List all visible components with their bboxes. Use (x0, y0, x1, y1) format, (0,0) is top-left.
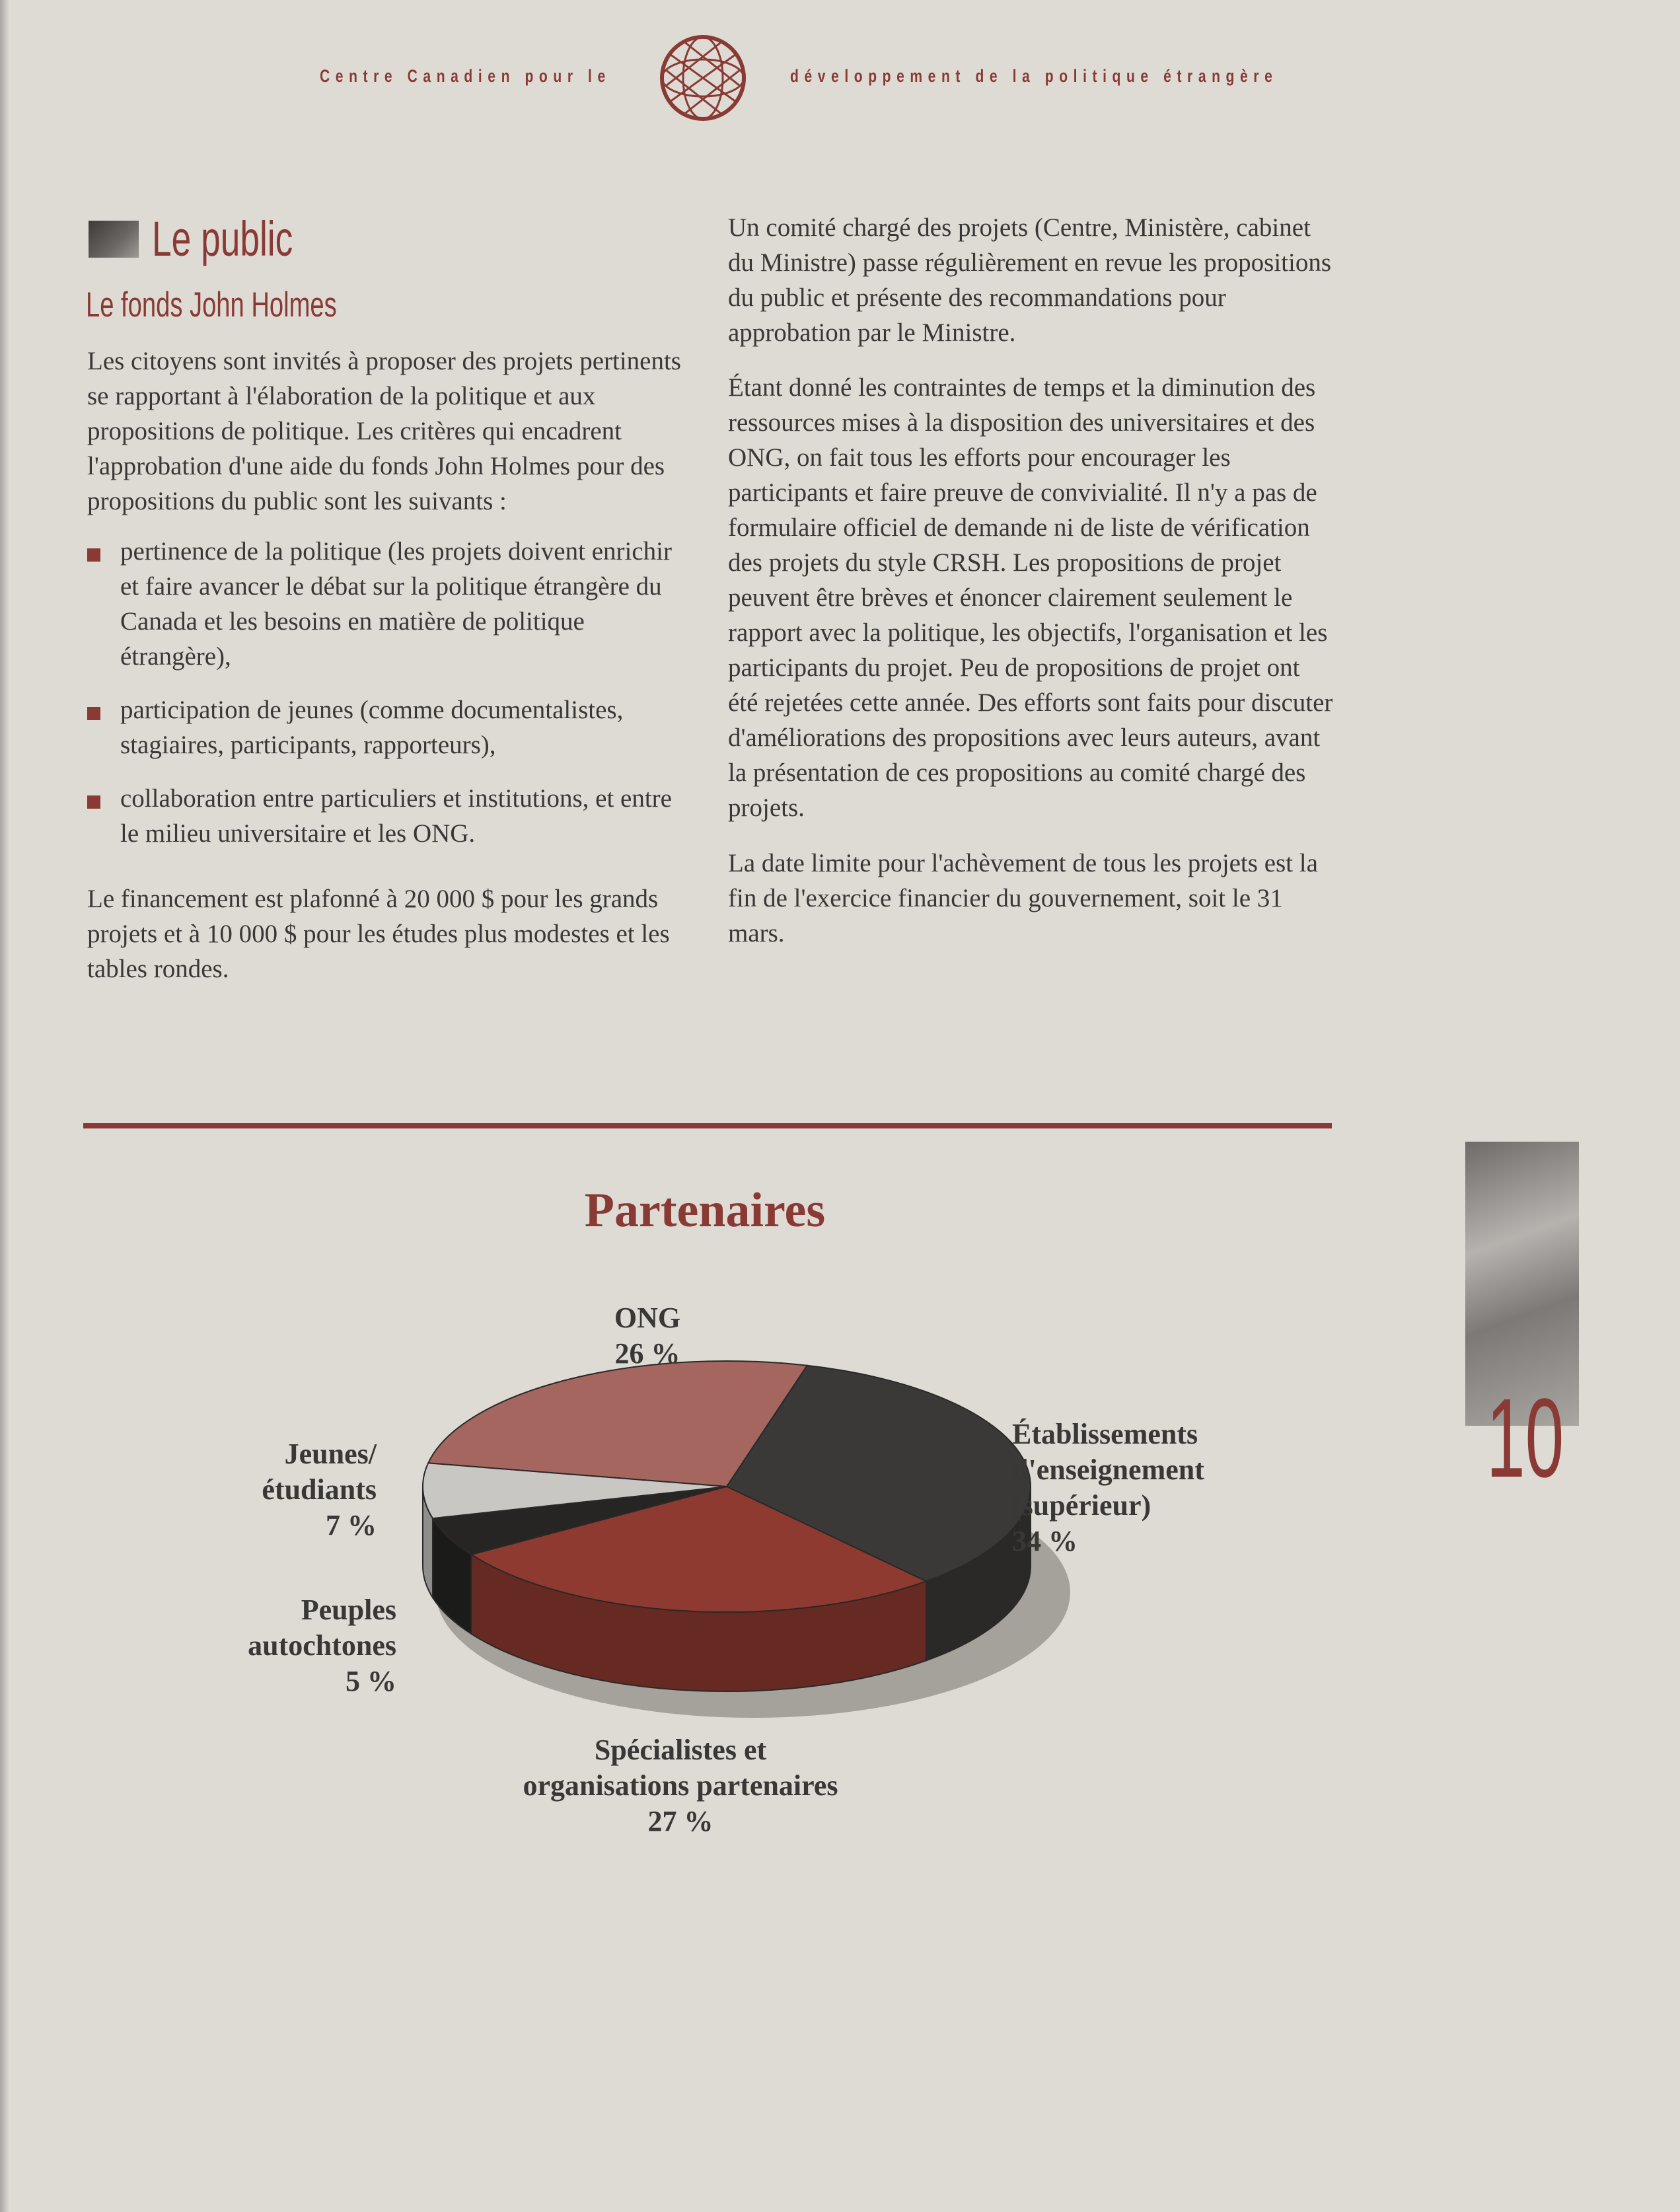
title-marker-square (89, 221, 139, 258)
list-item: participation de jeunes (comme documentalistes, stagiaires, participants, rapporteurs), (87, 692, 688, 762)
page-number: 10 (1486, 1376, 1564, 1501)
label-peuples: Peuples autochtones 5 % (248, 1594, 396, 1697)
chart-title: Partenaires (584, 1183, 826, 1237)
bullet-square-icon (87, 795, 100, 809)
criteria-list (87, 534, 688, 869)
bullet-square-icon (87, 707, 100, 720)
label-ong: ONG 26 % (614, 1302, 681, 1370)
list-item: collaboration entre particuliers et institutions, et entre le milieu universitaire et les ONG. (87, 781, 688, 851)
globe-icon (657, 32, 749, 124)
header-right-text: développement de la politique étrangère (790, 66, 1278, 86)
constraints-paragraph: Étant donné les contraintes de temps et la diminution des ressources mises à la disposition des universitaires et des ONG, on fait tous les efforts pour encourager les participants et faire preuve de convivialité. Il n'y a pas de formulaire officiel de demande ni de liste de vérification des projets du style CRSH. Les propositions de projet peuvent être brèves et énoncer clairement seulement le rapport avec la politique, les objectifs, l'organisation et les participants du projet. Peu de propositions de projet ont été rejetées cette année. Des efforts sont faits pour discuter d'améliorations des propositions avec leurs auteurs, avant la présentation de ces propositions au comité chargé des projets. (728, 373, 1333, 822)
section-subtitle: Le fonds John Holmes (86, 285, 337, 324)
label-specialistes: Spécialistes et organisations partenaires 27 % (523, 1734, 838, 1837)
committee-paragraph: Un comité chargé des projets (Centre, Ministère, cabinet du Ministre) passe régulièrement en revue les propositions du public et présente des recommandations pour approbation par le Ministre. (728, 213, 1332, 347)
funding-paragraph: Le financement est plafonné à 20 000 $ pour les grands projets et à 10 000 $ pour les études plus modestes et les tables rondes. (87, 885, 670, 983)
pie-chart (370, 1335, 1097, 1744)
section-title-text: Le public (152, 211, 293, 266)
intro-paragraph: Les citoyens sont invités à proposer des projets pertinents se rapportant à l'élaboration de la politique et aux propositions de politique. Les critères qui encadrent l'approbation d'une aide du fonds John Holmes pour des propositions du public sont les suivants : (87, 347, 681, 515)
section-divider (83, 1123, 1332, 1128)
list-item: pertinence de la politique (les projets doivent enrichir et faire avancer le débat sur la politique étrangère du Canada et les besoins en matière de politique étrangère), (87, 534, 688, 674)
page-edge-shadow (0, 0, 9, 2212)
deadline-paragraph: La date limite pour l'achèvement de tous les projets est la fin de l'exercice financier du gouvernement, soit le 31 mars. (728, 849, 1318, 947)
label-etablissements: Établissements d'enseignement (supérieur) 34 % (1012, 1418, 1204, 1557)
label-jeunes: Jeunes/ étudiants 7 % (262, 1438, 377, 1541)
bullet-square-icon (87, 548, 100, 562)
section-title (89, 213, 347, 266)
header-left-text: Centre Canadien pour le (320, 66, 611, 86)
